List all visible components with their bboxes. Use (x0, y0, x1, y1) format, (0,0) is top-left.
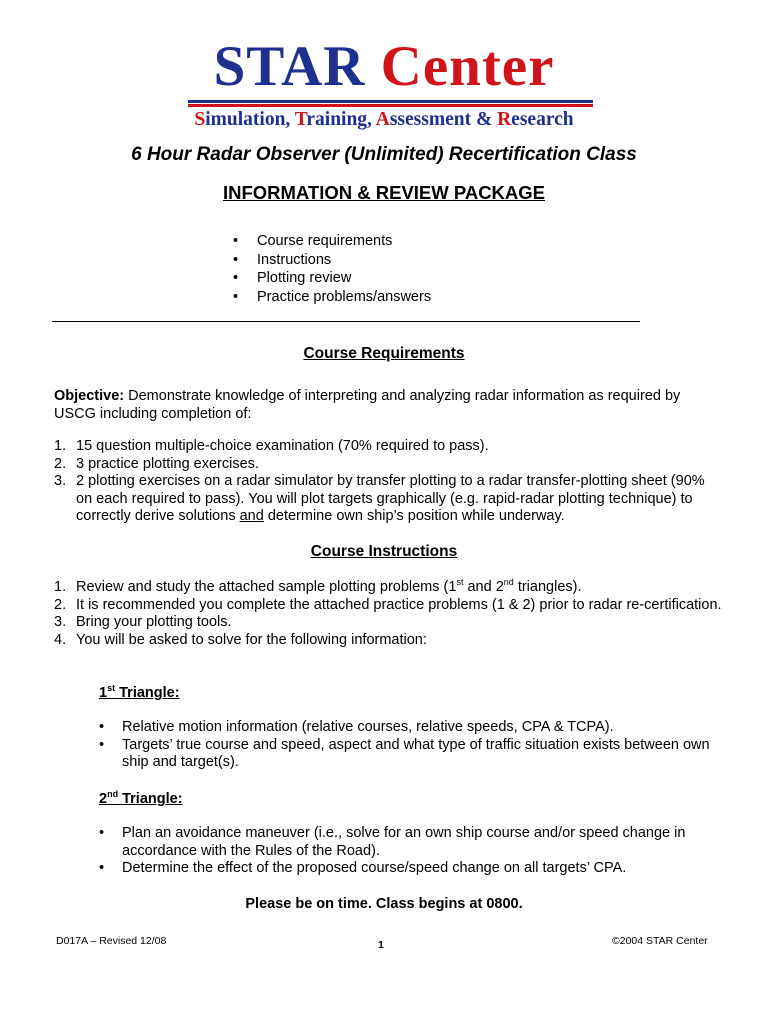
list-item: 3. Bring your plotting tools. (54, 614, 232, 631)
requirements-list (54, 438, 722, 526)
page-title: 6 Hour Radar Observer (Unlimited) Recertification Class (131, 144, 637, 165)
list-item: • Plan an avoidance maneuver (i.e., solve for an own ship course and/or speed change in accordance with the Rules of the Road). (99, 825, 719, 860)
contents-item: • Plotting review (233, 269, 431, 288)
list-item: 4. You will be asked to solve for the following information: (54, 631, 427, 648)
list-item: • Determine the effect of the proposed course/speed change on all targets’ CPA. (99, 860, 719, 878)
logo-word-star: STAR (213, 35, 366, 98)
triangle-2-list (99, 825, 719, 878)
contents-item: • Instructions (233, 251, 431, 270)
footer-copyright: ©2004 STAR Center (612, 935, 708, 947)
page-subtitle: INFORMATION & REVIEW PACKAGE (222, 182, 546, 203)
horizontal-divider (52, 321, 640, 322)
contents-item: • Practice problems/answers (233, 288, 431, 307)
list-item: 1. 15 question multiple-choice examination (70% required to pass). (54, 438, 489, 454)
logo-rule-blue (188, 100, 593, 103)
star-center-logo (0, 36, 768, 98)
triangle-1-list (99, 719, 719, 772)
list-item: • Targets’ true course and speed, aspect and what type of traffic situation exists between own ship and target(s). (99, 737, 719, 772)
list-item: 3. 2 plotting exercises on a radar simulator by transfer plotting to a radar transfer-plotting sheet (90% on each required to pass). You will plot targets graphically (e.g. rapid-radar plotting technique) to correctly derive solutions and determine own ship’s position while underway. (54, 473, 705, 525)
instructions-heading: Course Instructions (310, 543, 458, 560)
instructions-list (54, 579, 722, 649)
list-item: 2. It is recommended you complete the attached practice problems (1 & 2) prior to radar re-certification. (54, 596, 722, 613)
list-item: 2. 3 practice plotting exercises. (54, 455, 259, 472)
triangle-2-heading: 2nd Triangle: (99, 789, 183, 807)
triangle-1-heading: 1st Triangle: (99, 683, 180, 701)
requirements-heading: Course Requirements (303, 345, 465, 362)
list-item: 1. Review and study the attached sample plotting problems (1st and 2nd triangles). (54, 577, 582, 595)
contents-list (233, 232, 431, 306)
logo-word-center: Center (380, 35, 555, 98)
contents-item: • Course requirements (233, 232, 431, 251)
objective-paragraph: Objective: Demonstrate knowledge of interpreting and analyzing radar information as required by USCG including completion of: (54, 388, 681, 422)
objective-label: Objective: (54, 388, 125, 404)
class-time-note: Please be on time. Class begins at 0800. (245, 896, 523, 912)
footer-doc-id: D017A – Revised 12/08 (56, 935, 167, 947)
list-item: • Relative motion information (relative courses, relative speeds, CPA & TCPA). (99, 719, 719, 737)
logo-tagline: Simulation, Training, Assessment & Research (194, 109, 574, 130)
footer-page-number: 1 (378, 939, 384, 951)
